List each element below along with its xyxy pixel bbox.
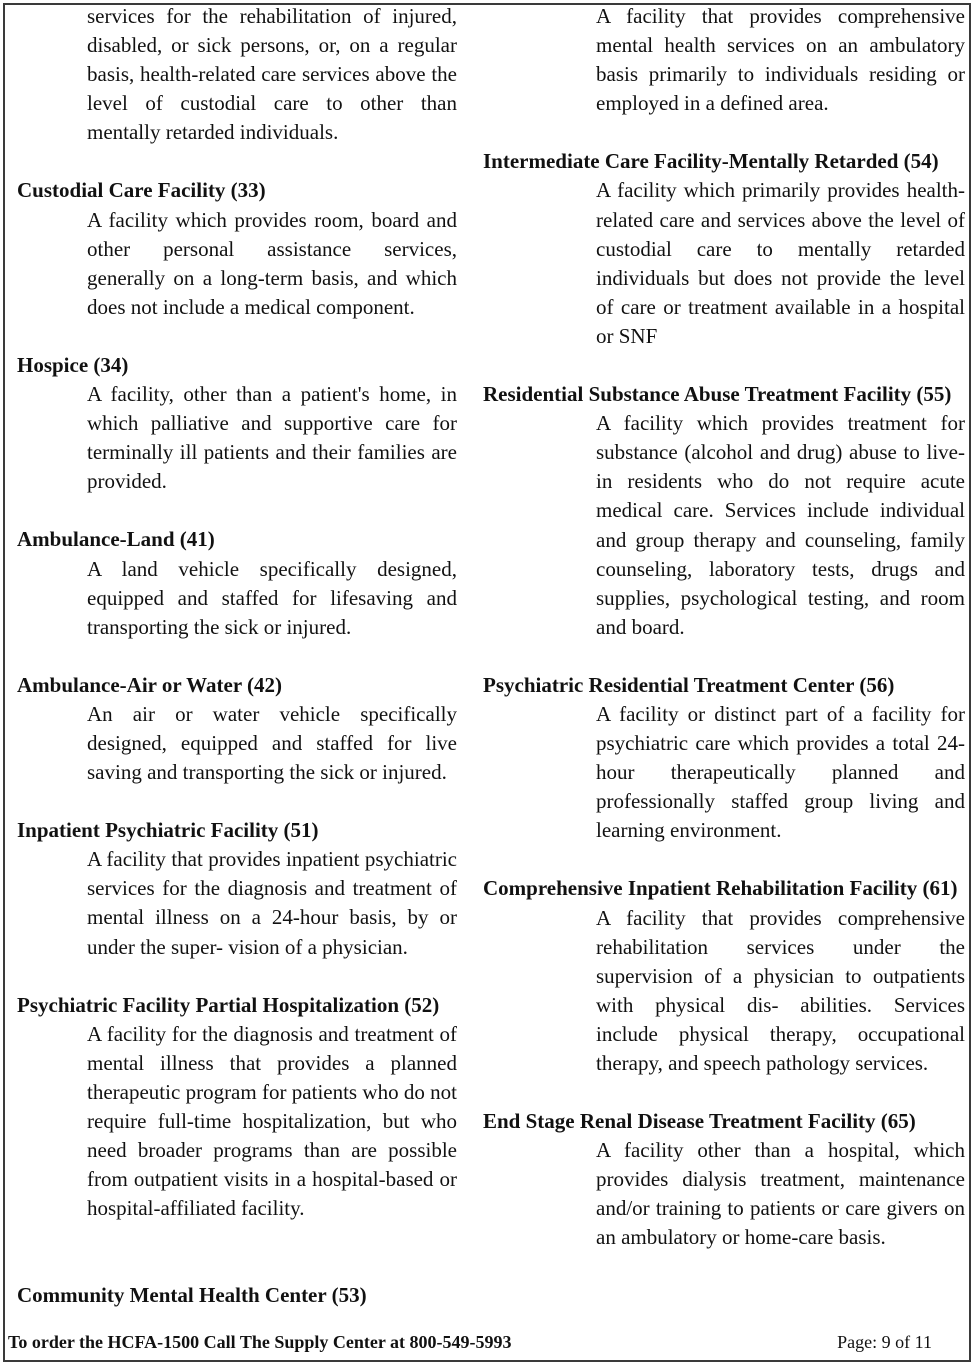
entry-description: A facility which provides treatment for substance (alcohol and drug) abuse to live-in residents who do not require acute medical care. Services include individual and group therapy and counseling, family counseling, laboratory tests, drugs and supplies, psychological testing, and room and board. bbox=[596, 411, 965, 639]
right-intro-continuation: A facility that provides comprehensive mental health services on an ambulatory basis primarily to individuals residing or employed in a defined area. bbox=[596, 4, 965, 116]
entry-description: A facility that provides comprehensive rehabilitation services under the supervision of a physician to outpatients with physical dis- abilities. Services include physical therapy, occupational therapy, and speech pathology services. bbox=[596, 905, 965, 1075]
entry-title: Inpatient Psychiatric Facility (51) bbox=[17, 818, 319, 843]
entry-community-mental-health bbox=[17, 1281, 457, 1310]
entry-psychiatric-partial bbox=[17, 991, 457, 1224]
entry-description: A facility, other than a patient's home, in which palliative and supportive care for terminally ill patients and their families are provided. bbox=[87, 382, 457, 494]
entry-title: Psychiatric Facility Partial Hospitalization (52) bbox=[17, 992, 440, 1017]
entry-inpatient-psychiatric bbox=[17, 816, 457, 961]
entry-residential-substance-abuse bbox=[483, 380, 965, 642]
entry-description: A facility for the diagnosis and treatment of mental illness that provides a planned therapeutic program for patients who do not require full-time hospitalization, but who need broader programs than are possible from outpatient visits in a hospital-based or hospital-affiliated facility. bbox=[87, 1021, 457, 1221]
entry-title: Psychiatric Residential Treatment Center (56) bbox=[483, 672, 895, 697]
entry-psychiatric-residential bbox=[483, 671, 965, 846]
order-info: To order the HCFA-1500 Call The Supply Center at 800-549-5993 bbox=[8, 1332, 512, 1352]
entry-description: An air or water vehicle specifically designed, equipped and staffed for live saving and transporting the sick or injured. bbox=[87, 701, 457, 785]
entry-description: A facility other than a hospital, which provides dialysis treatment, maintenance and/or training to patients or care givers on an ambulatory or home-care basis. bbox=[596, 1138, 965, 1250]
entry-title: Community Mental Health Center (53) bbox=[17, 1283, 367, 1308]
entry-ambulance-air-water bbox=[17, 671, 457, 787]
entry-hospice bbox=[17, 351, 457, 496]
left-intro-continuation: services for the rehabilitation of injured, disabled, or sick persons, or, on a regular basis, health-related care services above the level of custodial care to other than mentally retarded individuals. bbox=[87, 4, 457, 145]
entry-description: A facility which primarily provides health-related care and services above the level of custodial care to mentally retarded individuals but does not provide the level of care or treatment available in a hospital or SNF bbox=[596, 178, 965, 348]
entry-title: Custodial Care Facility (33) bbox=[17, 178, 266, 203]
right-column bbox=[483, 0, 965, 1253]
entry-esrd-treatment bbox=[483, 1107, 965, 1252]
entry-comprehensive-rehab bbox=[483, 874, 965, 1078]
entry-title: Ambulance-Air or Water (42) bbox=[17, 672, 283, 697]
entry-custodial-care bbox=[17, 176, 457, 321]
entry-title: Intermediate Care Facility-Mentally Retarded (54) bbox=[483, 149, 939, 174]
entry-description: A facility or distinct part of a facility for psychiatric care which provides a total 24-hour therapeutically planned and professionally staffed group living and learning environment. bbox=[596, 701, 965, 843]
page-number: Page: 9 of 11 bbox=[837, 1332, 932, 1352]
entry-icf-mr bbox=[483, 147, 965, 351]
entry-description: A land vehicle specifically designed, equipped and staffed for lifesaving and transporting the sick or injured. bbox=[87, 556, 457, 639]
entry-title: Residential Substance Abuse Treatment Facility (55) bbox=[483, 382, 952, 407]
left-column bbox=[17, 0, 457, 1310]
entry-title: End Stage Renal Disease Treatment Facility (65) bbox=[483, 1109, 916, 1134]
entry-title: Ambulance-Land (41) bbox=[17, 527, 215, 552]
entry-description: A facility that provides inpatient psychiatric services for the diagnosis and treatment of mental illness on a 24-hour basis, by or under the super- vision of a physician. bbox=[87, 847, 457, 959]
entry-title: Comprehensive Inpatient Rehabilitation Facility (61) bbox=[483, 876, 958, 901]
entry-title: Hospice (34) bbox=[17, 352, 129, 377]
entry-description: A facility which provides room, board and other personal assistance services, generally on a long-term basis, and which does not include a medical component. bbox=[87, 207, 457, 319]
page-footer bbox=[8, 1332, 932, 1353]
entry-ambulance-land bbox=[17, 525, 457, 641]
